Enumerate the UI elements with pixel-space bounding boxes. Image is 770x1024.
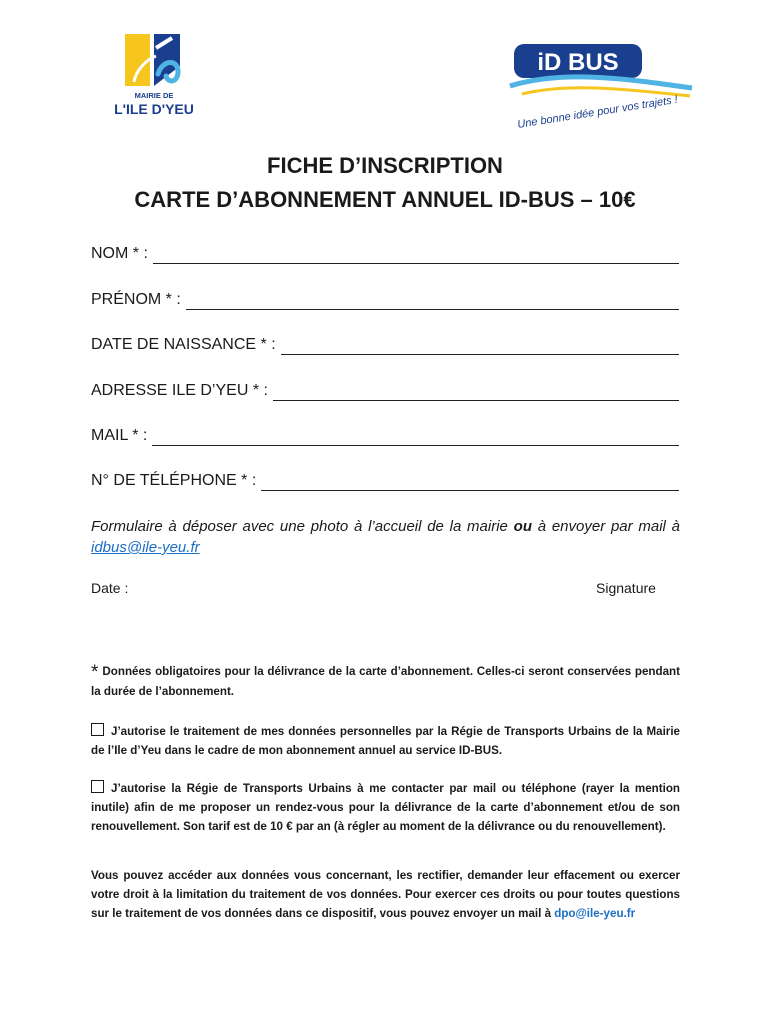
intro-emphasis: ou xyxy=(513,518,532,535)
consent-text-2: J’autorise la Régie de Transports Urbains à me contacter par mail ou téléphone (rayer la mention inutile) afin de me proposer un rendez-vous pour la délivrance de la carte d’abonnement et/ou de son renouvellement. Son tarif est de 10 € par an (à régler au moment de la délivrance ou du renouvellement). xyxy=(91,782,680,833)
form-title: FICHE D’INSCRIPTION xyxy=(267,153,503,178)
blank-line[interactable] xyxy=(281,340,679,355)
signature-label: Signature xyxy=(596,580,656,596)
blank-line[interactable] xyxy=(261,476,679,491)
consent-contact xyxy=(91,779,680,836)
asterisk: * xyxy=(91,662,99,683)
field-label: PRÉNOM * : xyxy=(91,291,181,308)
field-mail[interactable] xyxy=(91,426,679,446)
consent-checkbox-2[interactable] xyxy=(91,780,104,793)
field-adresse[interactable] xyxy=(91,381,679,401)
field-label: N° DE TÉLÉPHONE * : xyxy=(91,472,257,489)
mairie-logo-line2: L'ILE D'YEU xyxy=(114,101,194,117)
intro-text: Formulaire à déposer avec une photo à l’accueil de la mairie xyxy=(91,518,514,535)
mandatory-note xyxy=(91,662,680,701)
submission-instructions xyxy=(91,516,680,558)
field-label: DATE DE NAISSANCE * : xyxy=(91,336,276,353)
consent-checkbox-1[interactable] xyxy=(91,723,104,736)
blank-line[interactable] xyxy=(153,249,679,264)
idbus-email-link[interactable]: idbus@ile-yeu.fr xyxy=(91,539,200,556)
blank-line[interactable] xyxy=(152,431,679,446)
idbus-logo-brand: iD BUS xyxy=(537,49,619,76)
consent-text-1: J’autorise le traitement de mes données personnelles par la Régie de Transports Urbains de la Mairie de l’Ile d’Yeu dans le cadre de mon abonnement annuel au service ID-BUS. xyxy=(91,725,680,757)
intro-text-after: à envoyer par mail à xyxy=(531,518,680,535)
mairie-logo-line1: MAIRIE DE xyxy=(134,91,174,100)
field-prenom[interactable] xyxy=(91,290,679,310)
mandatory-note-text: Données obligatoires pour la délivrance de la carte d’abonnement. Celles-ci seront conservées pendant la durée de l’abonnement. xyxy=(91,665,680,698)
dpo-email-link[interactable]: dpo@ile-yeu.fr xyxy=(554,907,636,920)
rights-text: Vous pouvez accéder aux données vous concernant, les rectifier, demander leur effacement ou exercer votre droit à la limitation du traitement de vos données. Pour exercer ces droits ou pour toutes questions sur le traitement de vos données dans ce dispositif, vous pouvez envoyer un mail à xyxy=(91,869,680,920)
field-label: MAIL * : xyxy=(91,427,148,444)
blank-line[interactable] xyxy=(273,386,679,401)
consent-data-processing xyxy=(91,722,680,760)
data-rights-notice xyxy=(91,866,680,923)
field-label: NOM * : xyxy=(91,245,148,262)
field-label: ADRESSE ILE D’YEU * : xyxy=(91,382,268,399)
date-label: Date : xyxy=(91,580,129,596)
field-date-naissance[interactable] xyxy=(91,335,679,355)
form-subtitle: CARTE D’ABONNEMENT ANNUEL ID-BUS – 10€ xyxy=(134,187,636,212)
field-telephone[interactable] xyxy=(91,471,679,491)
blank-line[interactable] xyxy=(186,295,679,310)
mairie-logo xyxy=(106,30,202,122)
idbus-logo xyxy=(502,40,702,135)
idbus-logo-tagline: Une bonne idée pour vos trajets ! xyxy=(516,93,679,131)
field-nom[interactable] xyxy=(91,244,679,264)
